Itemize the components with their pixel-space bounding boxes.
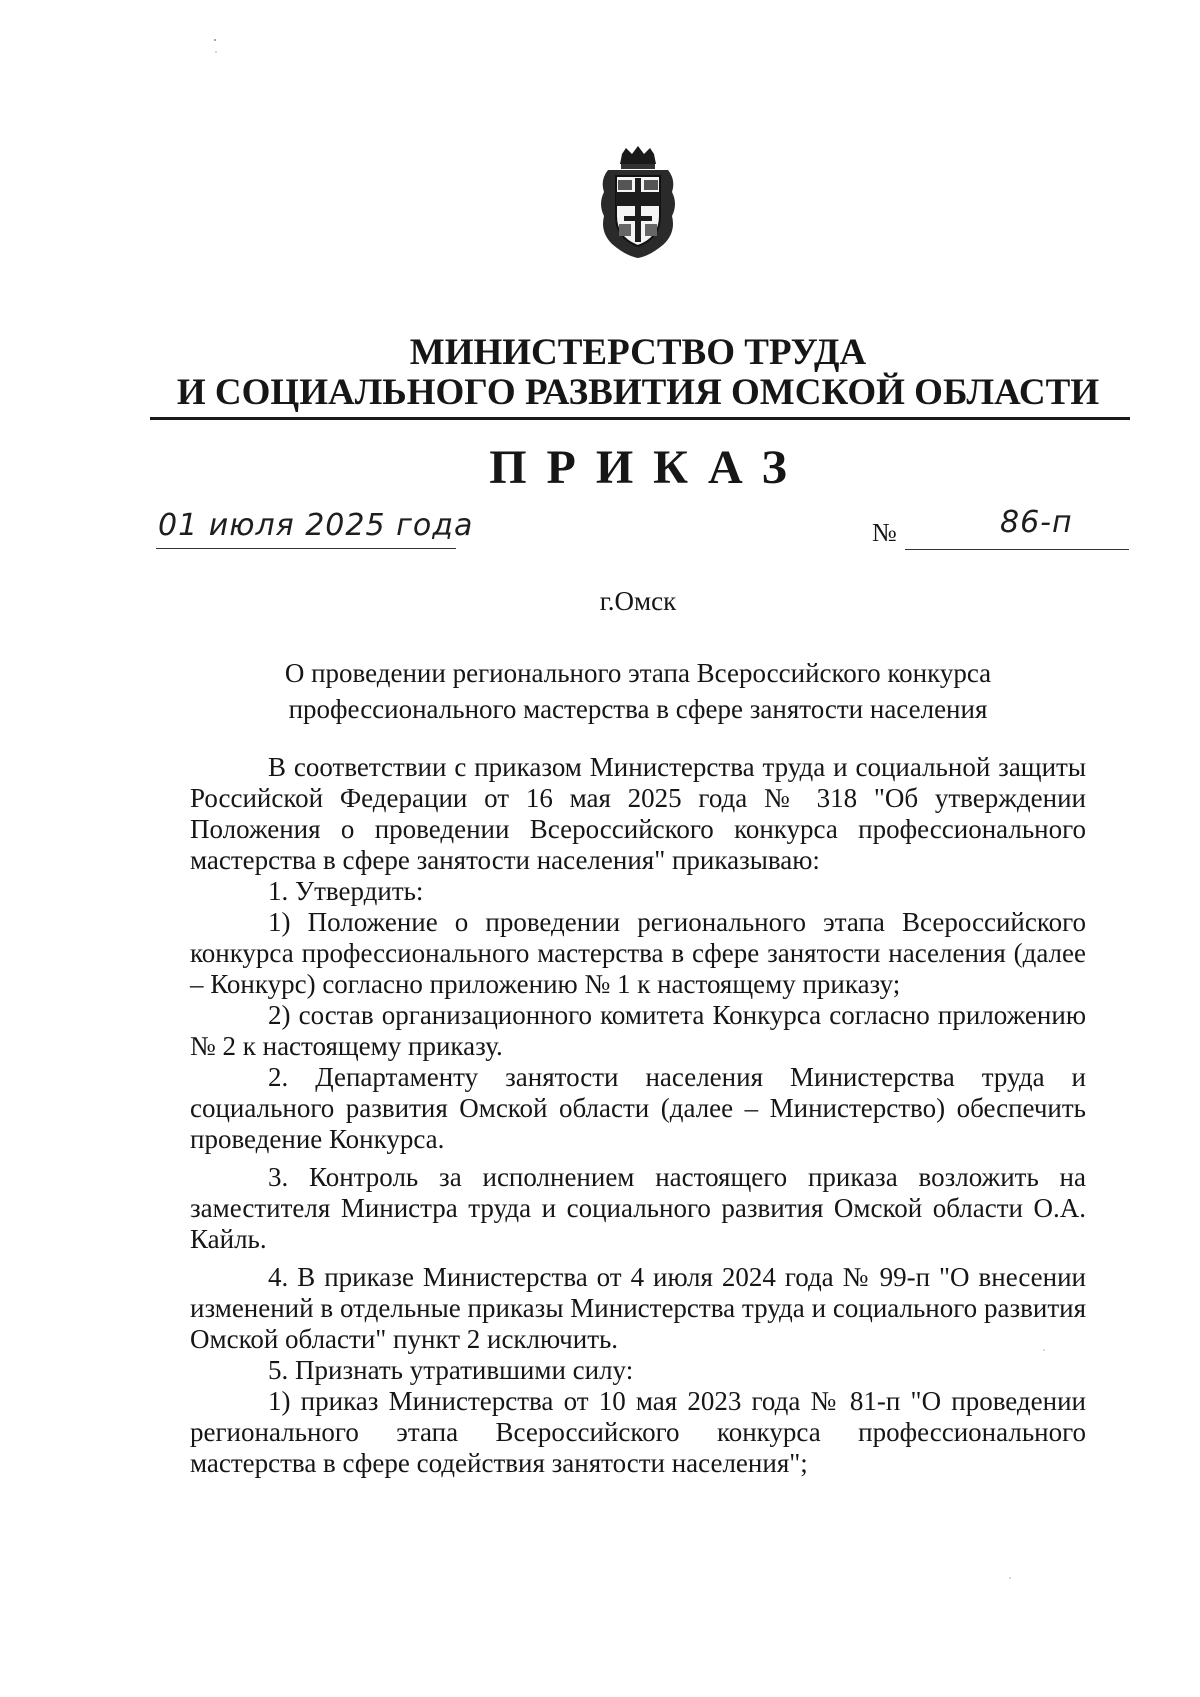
order-subject: [190, 655, 1086, 727]
clause-5-item-1: 1) приказ Министерства от 10 мая 2023 года № 81-п "О проведении регионального этапа Всероссийского конкурса профессионального мастерства в сфере содействия занятости населения";: [190, 1386, 1086, 1478]
clause-5: 5. Признать утратившими силу:: [268, 1355, 634, 1385]
clause-2: 2. Департаменту занятости населения Министерства труда и социального развития Омской области (далее – Министерство) обеспечить проведение Конкурса.: [190, 1062, 1086, 1154]
header-rule: [150, 417, 1130, 420]
clause-4: 4. В приказе Министерства от 4 июля 2024 года № 99-п "О внесении изменений в отдельные приказы Министерства труда и социального развития Омской области" пункт 2 исключить.: [190, 1262, 1086, 1354]
preamble-paragraph: В соответствии с приказом Министерства труда и социальной защиты Российской Федерации от 16 мая 2025 года № 318 "Об утверждении Положения о проведении Всероссийского конкурса профессионального мастерства в сфере занятости населения" приказываю:: [190, 752, 1086, 875]
date-underline: [156, 548, 456, 549]
order-subject-line1: О проведении регионального этапа Всероссийского конкурса: [284, 658, 992, 688]
document-type-title: ПРИКАЗ: [489, 441, 807, 494]
clause-3: 3. Контроль за исполнением настоящего приказа возложить на заместителя Министра труда и социального развития Омской области О.А. Кайль.: [190, 1162, 1086, 1254]
clause-1-item-1: 1) Положение о проведении регионального этапа Всероссийского конкурса профессионального мастерства в сфере занятости населения (далее – Конкурс) согласно приложению № 1 к настоящему приказу;: [190, 907, 1086, 999]
handwritten-order-number: 86-п: [1000, 505, 1073, 540]
order-number-label: №: [872, 518, 897, 547]
order-body: [190, 752, 1086, 1479]
clause-1: 1. Утвердить:: [268, 876, 424, 906]
city-name: г.Омск: [599, 586, 677, 616]
handwritten-date: 01 июля 2025 года: [158, 508, 474, 543]
number-underline: [905, 549, 1129, 550]
coat-of-arms-icon: [594, 146, 682, 258]
ministry-name-line1: МИНИСТЕРСТВО ТРУДА: [409, 332, 867, 373]
order-subject-line2: профессионального мастерства в сфере занятости населения: [288, 694, 988, 724]
ministry-name-line2: И СОЦИАЛЬНОГО РАЗВИТИЯ ОМСКОЙ ОБЛАСТИ: [176, 372, 1100, 413]
clause-1-item-2: 2) состав организационного комитета Конкурса согласно приложению № 2 к настоящему приказу.: [190, 1000, 1086, 1061]
